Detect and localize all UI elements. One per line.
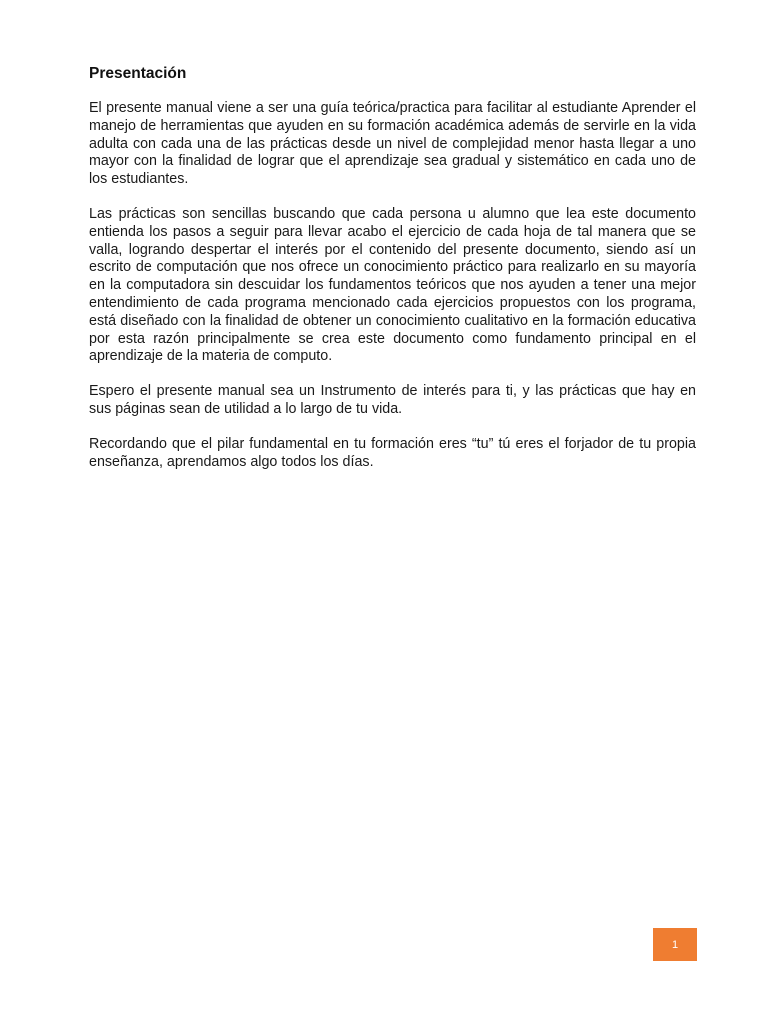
document-body xyxy=(89,62,696,488)
paragraph-2: Las prácticas son sencillas buscando que cada persona u alumno que lea este documento entienda los pasos a seguir para llevar acabo el ejercicio de cada hoja de tal manera que se valla, logrando despertar el interés por el contenido del presente documento, siendo así un escrito de computación que nos ofrece un conocimiento práctico para realizarlo en su mayoría en la computadora sin descuidar los fundamentos teóricos que nos ayuden a tener una mejor entendimiento de cada programa mencionado cada ejercicios propuestos con los programa, está diseñado con la finalidad de obtener un conocimiento cualitativo en la formación educativa por esta razón principalmente se crea este documento como fundamento principal en el aprendizaje de la materia de computo. xyxy=(89,205,696,365)
page-number-badge: 1 xyxy=(653,928,697,961)
paragraph-4: Recordando que el pilar fundamental en tu formación eres “tu” tú eres el forjador de tu propia enseñanza, aprendamos algo todos los días. xyxy=(89,435,696,470)
paragraph-1: El presente manual viene a ser una guía teórica/practica para facilitar al estudiante Aprender el manejo de herramientas que ayuden en su formación académica además de servirle en la vida adulta con cada una de las prácticas desde un nivel de complejidad menor hasta llegar a uno mayor con la finalidad de lograr que el aprendizaje sea gradual y sistemático en cada uno de los estudiantes. xyxy=(89,100,696,188)
paragraph-3: Espero el presente manual sea un Instrumento de interés para ti, y las prácticas que hay en sus páginas sean de utilidad a lo largo de tu vida. xyxy=(89,383,696,417)
document-title: Presentación xyxy=(89,65,187,82)
